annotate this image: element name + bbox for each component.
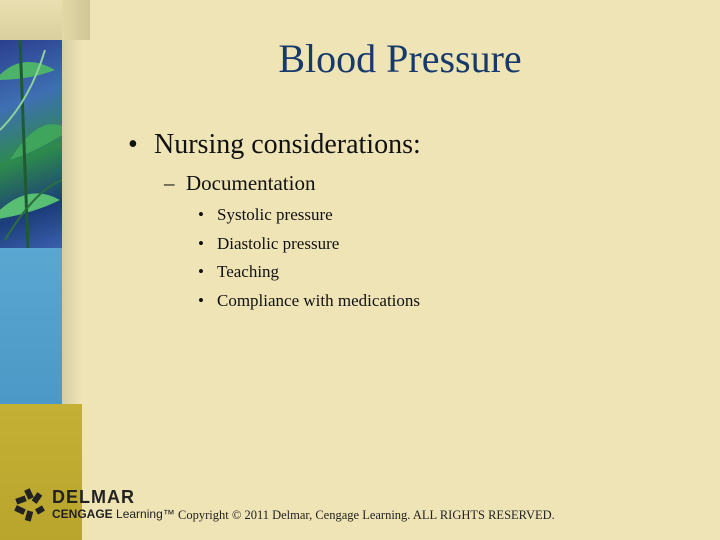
logo-brand-cengage: CENGAGE Learning™ [52,507,175,521]
list-item: • Diastolic pressure [198,232,420,261]
dash-icon: – [164,171,175,195]
bullet-icon: • [198,262,204,282]
decorative-blue-block [0,248,62,404]
bullet-level2 [164,170,315,196]
decorative-side-panel [0,0,90,540]
list-item: • Teaching [198,260,420,289]
logo-brand-delmar: DELMAR [52,487,135,507]
list-item: • Systolic pressure [198,203,420,232]
cengage-logo-icon [12,487,48,523]
bullet-icon: • [198,291,204,311]
bullet-level2-text: Documentation [186,171,316,195]
delmar-cengage-logo [12,487,182,523]
copyright-text: Copyright © 2011 Delmar, Cengage Learning. ALL RIGHTS RESERVED. [178,508,555,522]
decorative-shadow [62,40,82,404]
decorative-top-shadow [62,0,90,40]
bullet-icon: • [128,129,138,160]
bullet-icon: • [198,233,204,253]
bullet-level1 [128,128,421,162]
bullet-level1-text: Nursing considerations: [154,129,421,160]
bullet-icon: • [198,205,204,224]
decorative-leaf-image [0,40,62,248]
slide-title: Blood Pressure [278,36,522,81]
bullet-level3-list [198,203,420,318]
list-item: • Compliance with medications [198,289,420,318]
